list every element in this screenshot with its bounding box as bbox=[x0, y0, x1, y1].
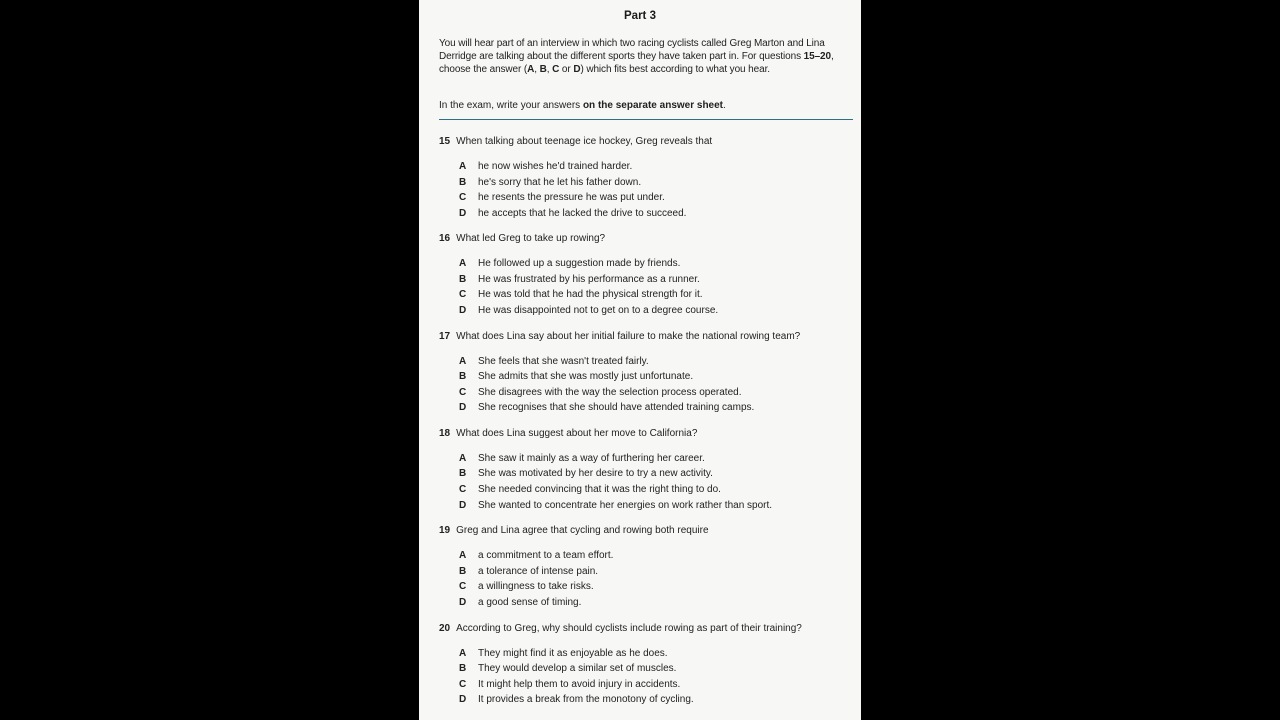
answer-option-a bbox=[459, 160, 857, 176]
question-number: 17 bbox=[439, 330, 451, 342]
intro-text-2: , choose the answer ( bbox=[439, 51, 834, 75]
letter-b: B bbox=[539, 64, 547, 75]
option-letter: A bbox=[459, 550, 467, 562]
answer-option-c bbox=[459, 288, 857, 304]
question-15 bbox=[439, 135, 857, 222]
answer-option-d bbox=[459, 207, 857, 223]
option-letter: A bbox=[459, 161, 467, 172]
answer-option-b bbox=[459, 467, 857, 483]
option-letter: C bbox=[459, 678, 467, 690]
answer-option-a bbox=[459, 452, 857, 468]
question-range: 15–20 bbox=[803, 51, 831, 62]
answer-options bbox=[459, 647, 857, 709]
question-text: When talking about teenage ice hockey, Greg reveals that bbox=[456, 136, 713, 147]
answer-options bbox=[459, 452, 857, 514]
intro-text-1: You will hear part of an interview in which two racing cyclists called Greg Marton and Lina Derridge are talking about the different sports they have taken part in. For questions bbox=[439, 38, 825, 62]
option-text: He was told that he had the physical strength for it. bbox=[478, 289, 703, 301]
option-letter: D bbox=[459, 305, 467, 317]
answer-options bbox=[459, 160, 857, 222]
answer-option-a bbox=[459, 549, 857, 565]
answer-option-a bbox=[459, 355, 857, 371]
letter-a: A bbox=[527, 64, 535, 75]
option-letter: A bbox=[459, 258, 467, 270]
answer-options bbox=[459, 549, 857, 611]
option-text: She needed convincing that it was the right thing to do. bbox=[478, 484, 721, 496]
part-title: Part 3 bbox=[624, 10, 656, 22]
or-word: or bbox=[559, 64, 574, 75]
question-text: What does Lina suggest about her move to California? bbox=[456, 427, 698, 439]
option-letter: C bbox=[459, 386, 467, 398]
option-text: a tolerance of intense pain. bbox=[478, 565, 599, 577]
option-letter: A bbox=[459, 647, 467, 659]
answer-option-b bbox=[459, 176, 857, 192]
option-letter: D bbox=[459, 207, 467, 219]
section-divider bbox=[439, 119, 853, 120]
option-letter: B bbox=[459, 176, 467, 188]
question-20 bbox=[439, 622, 857, 709]
option-text: he's sorry that he let his father down. bbox=[478, 176, 642, 188]
option-text: She admits that she was mostly just unfortunate. bbox=[478, 371, 694, 383]
question-stem bbox=[439, 524, 857, 537]
option-text: a willingness to take risks. bbox=[478, 581, 594, 593]
exam-note-suffix: . bbox=[723, 100, 726, 111]
answer-option-d bbox=[459, 401, 857, 417]
question-number: 19 bbox=[439, 525, 451, 537]
answer-options bbox=[459, 257, 857, 319]
answer-option-b bbox=[459, 662, 857, 678]
question-number: 18 bbox=[439, 427, 451, 439]
answer-option-d bbox=[459, 499, 857, 515]
option-letter: C bbox=[459, 192, 467, 204]
exam-note-bold: on the separate answer sheet bbox=[582, 100, 724, 111]
option-letter: A bbox=[459, 355, 467, 367]
intro-text-3: ) which fits best according to what you hear. bbox=[580, 64, 770, 75]
option-text: It provides a break from the monotony of cycling. bbox=[478, 694, 694, 706]
question-text: What does Lina say about her initial failure to make the national rowing team? bbox=[456, 330, 801, 342]
question-16 bbox=[439, 232, 857, 319]
exam-note-prefix: In the exam, write your answers bbox=[439, 100, 583, 111]
option-text: She saw it mainly as a way of furthering her career. bbox=[478, 452, 705, 464]
option-text: She was motivated by her desire to try a new activity. bbox=[478, 468, 713, 480]
option-text: They would develop a similar set of muscles. bbox=[478, 663, 677, 675]
letter-d: D bbox=[573, 64, 581, 75]
question-stem bbox=[439, 135, 857, 148]
question-text: According to Greg, why should cyclists include rowing as part of their training? bbox=[456, 622, 802, 634]
option-text: he resents the pressure he was put under. bbox=[478, 192, 665, 204]
option-letter: C bbox=[459, 581, 467, 593]
question-number: 16 bbox=[439, 233, 451, 245]
answer-option-b bbox=[459, 273, 857, 289]
question-17 bbox=[439, 330, 857, 417]
comma-1: , bbox=[534, 64, 540, 75]
question-number: 20 bbox=[439, 622, 451, 634]
option-text: He was frustrated by his performance as a runner. bbox=[478, 273, 700, 285]
exam-note bbox=[439, 99, 849, 112]
answer-option-a bbox=[459, 257, 857, 273]
question-number: 15 bbox=[439, 136, 451, 147]
letter-c: C bbox=[552, 64, 560, 75]
option-letter: D bbox=[459, 694, 467, 706]
question-text: Greg and Lina agree that cycling and rowing both require bbox=[456, 525, 709, 537]
option-letter: B bbox=[459, 273, 467, 285]
question-text: What led Greg to take up rowing? bbox=[456, 233, 606, 245]
question-stem bbox=[439, 330, 857, 343]
answer-option-d bbox=[459, 693, 857, 709]
answer-option-c bbox=[459, 191, 857, 207]
answer-option-a bbox=[459, 647, 857, 663]
option-letter: B bbox=[459, 468, 467, 480]
option-text: He followed up a suggestion made by friends. bbox=[478, 258, 681, 270]
option-text: he accepts that he lacked the drive to succeed. bbox=[478, 207, 687, 219]
option-text: She recognises that she should have attended training camps. bbox=[478, 402, 755, 414]
instructions-paragraph bbox=[439, 37, 857, 76]
option-text: a commitment to a team effort. bbox=[478, 550, 614, 562]
answer-option-d bbox=[459, 304, 857, 320]
question-stem bbox=[439, 232, 857, 245]
option-text: a good sense of timing. bbox=[478, 596, 582, 608]
exam-page bbox=[419, 0, 861, 720]
answer-option-c bbox=[459, 580, 857, 596]
option-text: They might find it as enjoyable as he does. bbox=[478, 647, 668, 659]
question-19 bbox=[439, 524, 857, 611]
option-text: he now wishes he'd trained harder. bbox=[478, 161, 633, 172]
option-text: It might help them to avoid injury in accidents. bbox=[478, 678, 681, 690]
option-text: She disagrees with the way the selection process operated. bbox=[478, 386, 742, 398]
option-text: She feels that she wasn't treated fairly. bbox=[478, 355, 649, 367]
option-letter: D bbox=[459, 596, 467, 608]
option-letter: B bbox=[459, 565, 467, 577]
question-stem bbox=[439, 427, 857, 440]
answer-option-d bbox=[459, 596, 857, 612]
option-text: She wanted to concentrate her energies on work rather than sport. bbox=[478, 499, 773, 511]
comma-2: , bbox=[546, 64, 553, 75]
option-letter: B bbox=[459, 371, 467, 383]
option-letter: C bbox=[459, 289, 467, 301]
option-letter: D bbox=[459, 402, 467, 414]
answer-option-c bbox=[459, 678, 857, 694]
option-text: He was disappointed not to get on to a degree course. bbox=[478, 305, 719, 317]
option-letter: A bbox=[459, 452, 467, 464]
answer-option-b bbox=[459, 370, 857, 386]
answer-option-c bbox=[459, 386, 857, 402]
answer-option-b bbox=[459, 565, 857, 581]
option-letter: B bbox=[459, 663, 467, 675]
option-letter: C bbox=[459, 484, 467, 496]
answer-options bbox=[459, 355, 857, 417]
question-18 bbox=[439, 427, 857, 514]
option-letter: D bbox=[459, 499, 467, 511]
question-stem bbox=[439, 622, 857, 635]
answer-option-c bbox=[459, 483, 857, 499]
